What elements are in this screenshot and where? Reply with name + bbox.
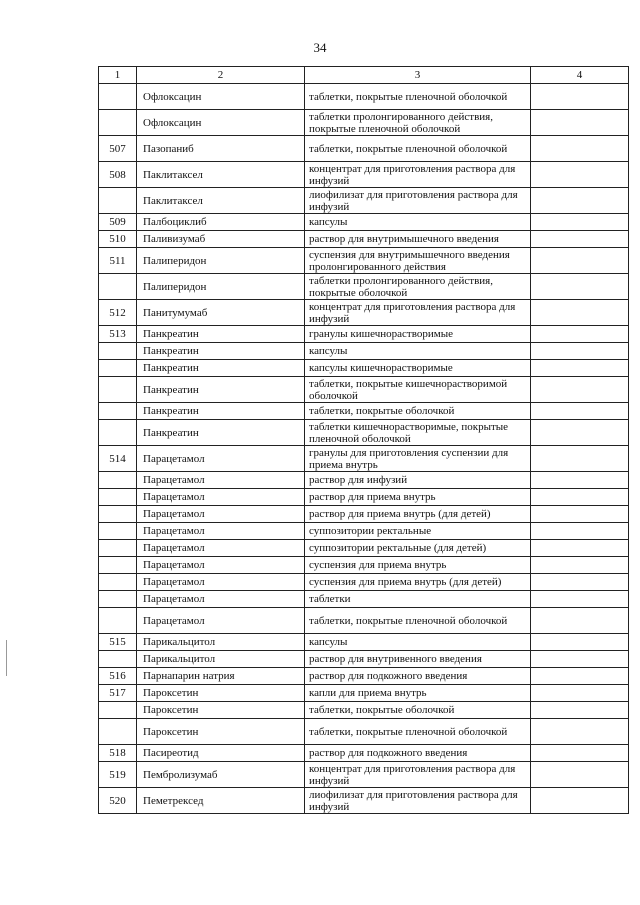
extra-cell — [531, 668, 629, 685]
drug-name-cell: Пасиреотид — [137, 745, 305, 762]
table-header-row — [99, 67, 629, 84]
column-header: 3 — [305, 67, 531, 84]
dosage-form-cell: таблетки, покрытые пленочной оболочкой — [305, 84, 531, 110]
dosage-form-cell: суппозитории ректальные (для детей) — [305, 540, 531, 557]
extra-cell — [531, 762, 629, 788]
drug-name-cell: Парацетамол — [137, 608, 305, 634]
page-number: 34 — [313, 40, 327, 55]
row-number-cell: 512 — [99, 300, 137, 326]
extra-cell — [531, 162, 629, 188]
dosage-form-cell: раствор для подкожного введения — [305, 668, 531, 685]
dosage-form-cell: таблетки — [305, 591, 531, 608]
row-number-cell — [99, 489, 137, 506]
column-header: 1 — [99, 67, 137, 84]
table-row — [99, 136, 629, 162]
dosage-form-cell: капсулы — [305, 634, 531, 651]
row-number-cell: 515 — [99, 634, 137, 651]
scan-edge-mark — [6, 640, 7, 676]
drug-name-cell: Панкреатин — [137, 360, 305, 377]
table-row — [99, 446, 629, 472]
extra-cell — [531, 377, 629, 403]
dosage-form-cell: таблетки, покрытые оболочкой — [305, 702, 531, 719]
dosage-form-cell: таблетки кишечнорастворимые, покрытые пленочной оболочкой — [305, 420, 531, 446]
drug-name-cell: Панкреатин — [137, 326, 305, 343]
drug-name-cell: Паклитаксел — [137, 162, 305, 188]
table-row — [99, 300, 629, 326]
extra-cell — [531, 540, 629, 557]
drug-name-cell: Панкреатин — [137, 377, 305, 403]
extra-cell — [531, 608, 629, 634]
dosage-form-cell: концентрат для приготовления раствора для инфузий — [305, 300, 531, 326]
drug-name-cell: Палиперидон — [137, 274, 305, 300]
drug-name-cell: Пеметрексед — [137, 788, 305, 814]
extra-cell — [531, 84, 629, 110]
dosage-form-cell: капсулы — [305, 214, 531, 231]
dosage-form-cell: гранулы для приготовления суспензии для приема внутрь — [305, 446, 531, 472]
row-number-cell — [99, 651, 137, 668]
row-number-cell: 519 — [99, 762, 137, 788]
drug-name-cell: Пембролизумаб — [137, 762, 305, 788]
drug-name-cell: Пазопаниб — [137, 136, 305, 162]
extra-cell — [531, 506, 629, 523]
dosage-form-cell: капли для приема внутрь — [305, 685, 531, 702]
drug-name-cell: Паливизумаб — [137, 231, 305, 248]
drug-name-cell: Парнапарин натрия — [137, 668, 305, 685]
row-number-cell — [99, 540, 137, 557]
dosage-form-cell: таблетки пролонгированного действия, покрытые оболочкой — [305, 274, 531, 300]
column-header: 2 — [137, 67, 305, 84]
extra-cell — [531, 523, 629, 540]
dosage-form-cell: капсулы кишечнорастворимые — [305, 360, 531, 377]
drug-name-cell: Пароксетин — [137, 685, 305, 702]
extra-cell — [531, 574, 629, 591]
dosage-form-cell: концентрат для приготовления раствора для инфузий — [305, 762, 531, 788]
drug-name-cell: Палиперидон — [137, 248, 305, 274]
drug-name-cell: Панкреатин — [137, 343, 305, 360]
extra-cell — [531, 472, 629, 489]
dosage-form-cell: лиофилизат для приготовления раствора для инфузий — [305, 788, 531, 814]
row-number-cell — [99, 472, 137, 489]
dosage-form-cell: лиофилизат для приготовления раствора для инфузий — [305, 188, 531, 214]
dosage-form-cell: таблетки, покрытые пленочной оболочкой — [305, 719, 531, 745]
table-row — [99, 489, 629, 506]
row-number-cell: 509 — [99, 214, 137, 231]
row-number-cell: 513 — [99, 326, 137, 343]
drug-name-cell: Пароксетин — [137, 719, 305, 745]
drug-name-cell: Парацетамол — [137, 557, 305, 574]
table-row — [99, 188, 629, 214]
dosage-form-cell: концентрат для приготовления раствора для инфузий — [305, 162, 531, 188]
dosage-form-cell: раствор для инфузий — [305, 472, 531, 489]
dosage-form-cell: суспензия для приема внутрь (для детей) — [305, 574, 531, 591]
dosage-form-cell: таблетки пролонгированного действия, покрытые пленочной оболочкой — [305, 110, 531, 136]
row-number-cell — [99, 506, 137, 523]
extra-cell — [531, 788, 629, 814]
extra-cell — [531, 326, 629, 343]
table-row — [99, 668, 629, 685]
dosage-form-cell: капсулы — [305, 343, 531, 360]
dosage-form-cell: раствор для внутривенного введения — [305, 651, 531, 668]
row-number-cell — [99, 403, 137, 420]
extra-cell — [531, 489, 629, 506]
extra-cell — [531, 651, 629, 668]
row-number-cell: 510 — [99, 231, 137, 248]
table-row — [99, 377, 629, 403]
row-number-cell: 516 — [99, 668, 137, 685]
drug-name-cell: Панитумумаб — [137, 300, 305, 326]
table-row — [99, 702, 629, 719]
drug-name-cell: Парацетамол — [137, 446, 305, 472]
extra-cell — [531, 634, 629, 651]
extra-cell — [531, 702, 629, 719]
drug-name-cell: Офлоксацин — [137, 84, 305, 110]
dosage-form-cell: суппозитории ректальные — [305, 523, 531, 540]
table-row — [99, 591, 629, 608]
table-row — [99, 651, 629, 668]
table-row — [99, 84, 629, 110]
row-number-cell — [99, 719, 137, 745]
table-row — [99, 523, 629, 540]
drug-name-cell: Парикальцитол — [137, 651, 305, 668]
table-row — [99, 506, 629, 523]
row-number-cell: 511 — [99, 248, 137, 274]
table-row — [99, 162, 629, 188]
extra-cell — [531, 719, 629, 745]
dosage-form-cell: гранулы кишечнорастворимые — [305, 326, 531, 343]
drug-name-cell: Парацетамол — [137, 540, 305, 557]
drug-name-cell: Парацетамол — [137, 472, 305, 489]
dosage-form-cell: таблетки, покрытые пленочной оболочкой — [305, 608, 531, 634]
extra-cell — [531, 591, 629, 608]
extra-cell — [531, 360, 629, 377]
table-row — [99, 745, 629, 762]
row-number-cell: 508 — [99, 162, 137, 188]
table-row — [99, 557, 629, 574]
row-number-cell — [99, 420, 137, 446]
drug-name-cell: Паклитаксел — [137, 188, 305, 214]
row-number-cell — [99, 608, 137, 634]
extra-cell — [531, 557, 629, 574]
dosage-form-cell: суспензия для приема внутрь — [305, 557, 531, 574]
extra-cell — [531, 136, 629, 162]
dosage-form-cell: таблетки, покрытые пленочной оболочкой — [305, 136, 531, 162]
extra-cell — [531, 420, 629, 446]
table-row — [99, 110, 629, 136]
dosage-form-cell: раствор для подкожного введения — [305, 745, 531, 762]
row-number-cell — [99, 110, 137, 136]
table-row — [99, 274, 629, 300]
extra-cell — [531, 248, 629, 274]
row-number-cell — [99, 377, 137, 403]
drug-name-cell: Парикальцитол — [137, 634, 305, 651]
table-row — [99, 762, 629, 788]
row-number-cell — [99, 274, 137, 300]
table-row — [99, 685, 629, 702]
table-row — [99, 420, 629, 446]
drug-name-cell: Панкреатин — [137, 403, 305, 420]
table-row — [99, 540, 629, 557]
dosage-form-cell: раствор для приема внутрь (для детей) — [305, 506, 531, 523]
row-number-cell — [99, 523, 137, 540]
drug-name-cell: Парацетамол — [137, 506, 305, 523]
dosage-form-cell: раствор для внутримышечного введения — [305, 231, 531, 248]
dosage-form-cell: раствор для приема внутрь — [305, 489, 531, 506]
row-number-cell: 518 — [99, 745, 137, 762]
row-number-cell: 507 — [99, 136, 137, 162]
extra-cell — [531, 214, 629, 231]
drug-table — [98, 66, 629, 814]
extra-cell — [531, 446, 629, 472]
table-row — [99, 403, 629, 420]
table-row — [99, 574, 629, 591]
row-number-cell — [99, 591, 137, 608]
column-header: 4 — [531, 67, 629, 84]
table-row — [99, 248, 629, 274]
drug-name-cell: Парацетамол — [137, 523, 305, 540]
dosage-form-cell: суспензия для внутримышечного введения пролонгированного действия — [305, 248, 531, 274]
table-row — [99, 231, 629, 248]
row-number-cell — [99, 702, 137, 719]
table-row — [99, 343, 629, 360]
table-row — [99, 634, 629, 651]
extra-cell — [531, 403, 629, 420]
drug-name-cell: Панкреатин — [137, 420, 305, 446]
drug-name-cell: Офлоксацин — [137, 110, 305, 136]
extra-cell — [531, 231, 629, 248]
row-number-cell — [99, 360, 137, 377]
extra-cell — [531, 300, 629, 326]
row-number-cell — [99, 84, 137, 110]
row-number-cell: 514 — [99, 446, 137, 472]
table-row — [99, 214, 629, 231]
extra-cell — [531, 188, 629, 214]
row-number-cell — [99, 574, 137, 591]
table-row — [99, 472, 629, 489]
extra-cell — [531, 343, 629, 360]
row-number-cell — [99, 343, 137, 360]
row-number-cell: 517 — [99, 685, 137, 702]
table-row — [99, 360, 629, 377]
drug-name-cell: Парацетамол — [137, 489, 305, 506]
dosage-form-cell: таблетки, покрытые кишечнорастворимой оболочкой — [305, 377, 531, 403]
row-number-cell — [99, 557, 137, 574]
extra-cell — [531, 274, 629, 300]
drug-name-cell: Пароксетин — [137, 702, 305, 719]
table-row — [99, 719, 629, 745]
table-row — [99, 608, 629, 634]
extra-cell — [531, 685, 629, 702]
row-number-cell: 520 — [99, 788, 137, 814]
extra-cell — [531, 110, 629, 136]
drug-name-cell: Палбоциклиб — [137, 214, 305, 231]
row-number-cell — [99, 188, 137, 214]
table-row — [99, 788, 629, 814]
extra-cell — [531, 745, 629, 762]
dosage-form-cell: таблетки, покрытые оболочкой — [305, 403, 531, 420]
table-row — [99, 326, 629, 343]
drug-name-cell: Парацетамол — [137, 574, 305, 591]
drug-name-cell: Парацетамол — [137, 591, 305, 608]
